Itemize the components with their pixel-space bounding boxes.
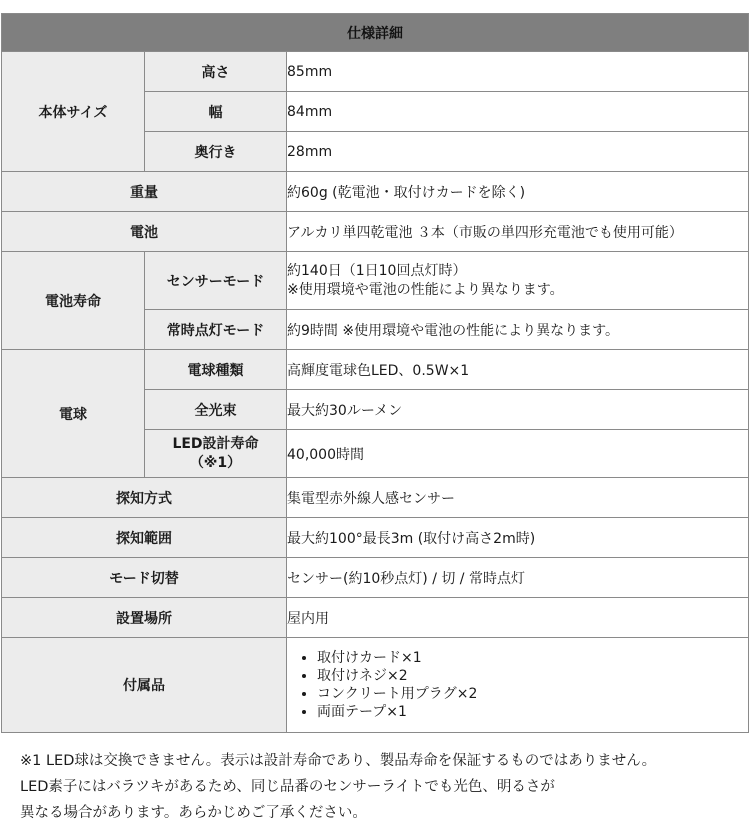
- detect-range-value: 最大約100°最長3m (取付け高さ2m時): [287, 518, 749, 558]
- size-group-label: 本体サイズ: [2, 52, 145, 172]
- install-location-value: 屋内用: [287, 598, 749, 638]
- flux-value: 最大約30ルーメン: [287, 390, 749, 430]
- led-life-value: 40,000時間: [287, 430, 749, 478]
- weight-value: 約60g (乾電池・取付けカードを除く): [287, 172, 749, 212]
- detect-method-label: 探知方式: [2, 478, 287, 518]
- spec-table: [1, 13, 749, 733]
- sensor-mode-value: [287, 252, 749, 310]
- battery-label: 電池: [2, 212, 287, 252]
- battery-life-group-label: 電池寿命: [2, 252, 145, 350]
- bulb-group-label: 電球: [2, 350, 145, 478]
- flux-label: 全光束: [145, 390, 287, 430]
- accessories-value: [287, 638, 749, 733]
- detect-method-value: 集電型赤外線人感センサー: [287, 478, 749, 518]
- install-location-label: 設置場所: [2, 598, 287, 638]
- sensor-mode-label: センサーモード: [145, 252, 287, 310]
- sensor-mode-line-1: 約140日（1日10回点灯時）: [287, 262, 467, 279]
- depth-label: 奥行き: [145, 132, 287, 172]
- footnote-line-1: ※1 LED球は交換できません。表示は設計寿命であり、製品寿命を保証するものではありません。: [20, 753, 657, 769]
- list-item: • 取付けネジ×2: [317, 667, 748, 685]
- table-title: 仕様詳細: [2, 14, 749, 52]
- sensor-mode-line-2: ※使用環境や電池の性能により異なります。: [287, 281, 564, 298]
- bulb-type-value: 高輝度電球色LED、0.5W×1: [287, 350, 749, 390]
- led-life-label-line-2: （※1）: [189, 454, 242, 471]
- detect-range-label: 探知範囲: [2, 518, 287, 558]
- depth-value: 28mm: [287, 132, 749, 172]
- footnote-line-2: LED素子にはバラツキがあるため、同じ品番のセンサーライトでも光色、明るさが: [20, 779, 555, 795]
- accessories-label: 付属品: [2, 638, 287, 733]
- width-value: 84mm: [287, 92, 749, 132]
- accessories-list: [287, 649, 748, 721]
- width-label: 幅: [145, 92, 287, 132]
- footnote: [20, 748, 740, 826]
- list-item: • 両面テープ×1: [317, 703, 748, 721]
- height-value: 85mm: [287, 52, 749, 92]
- mode-switch-value: センサー(約10秒点灯) / 切 / 常時点灯: [287, 558, 749, 598]
- led-life-label-line-1: LED設計寿命: [172, 435, 259, 452]
- weight-label: 重量: [2, 172, 287, 212]
- bulb-type-label: 電球種類: [145, 350, 287, 390]
- list-item: • コンクリート用プラグ×2: [317, 685, 748, 703]
- always-on-mode-label: 常時点灯モード: [145, 310, 287, 350]
- height-label: 高さ: [145, 52, 287, 92]
- list-item: • 取付けカード×1: [317, 649, 748, 667]
- footnote-line-3: 異なる場合があります。あらかじめご了承ください。: [20, 805, 367, 821]
- battery-value: アルカリ単四乾電池 ３本（市販の単四形充電池でも使用可能）: [287, 212, 749, 252]
- led-life-label: [145, 430, 287, 478]
- always-on-mode-value: 約9時間 ※使用環境や電池の性能により異なります。: [287, 310, 749, 350]
- mode-switch-label: モード切替: [2, 558, 287, 598]
